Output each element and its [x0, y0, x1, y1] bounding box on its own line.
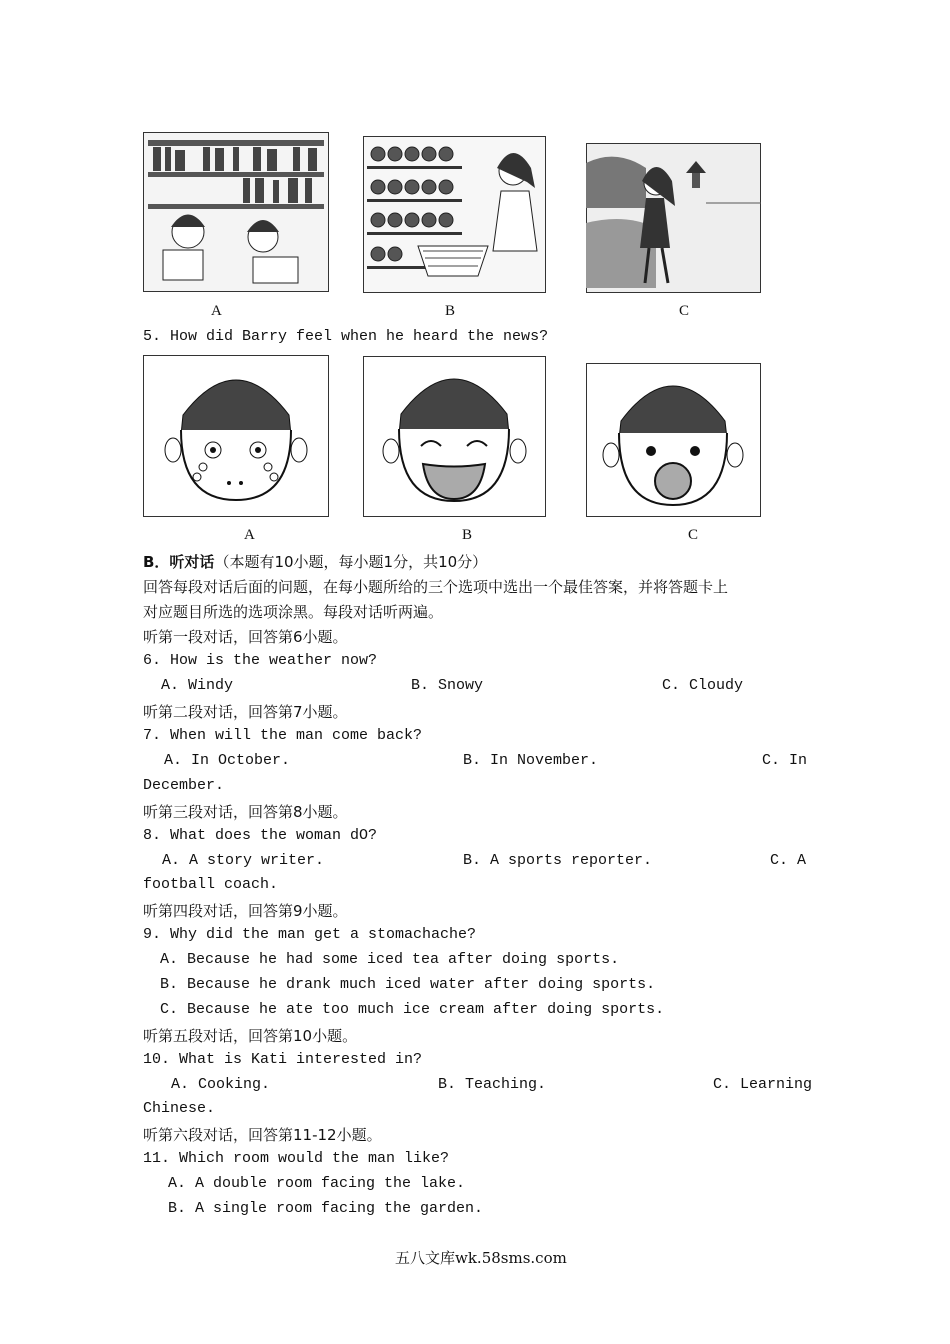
section-b-title: B．听对话 [143, 553, 215, 571]
q10-question: 10. What is Kati interested in? [143, 1051, 423, 1068]
q9-option-b: B. Because he drank much iced water after doing sports. [160, 976, 656, 993]
q8-option-a: A. A story writer. [162, 852, 325, 869]
q11-option-b: B. A single room facing the garden. [168, 1200, 484, 1217]
q4-caption-a: A [211, 303, 222, 319]
q8-option-c: C. A [770, 852, 807, 869]
q6-option-a: A. Windy [161, 677, 234, 694]
q7-option-a: A. In October. [164, 752, 291, 769]
dialogue-2-prompt: 听第二段对话，回答第7小题。 [143, 703, 348, 721]
q8-option-c-cont: football coach. [143, 876, 279, 893]
section-b-instruction-2: 对应题目所选的选项涂黑。每段对话听两遍。 [143, 603, 444, 621]
q4-caption-b: B [445, 303, 456, 319]
q9-option-a: A. Because he had some iced tea after doing sports. [160, 951, 620, 968]
image-a-library [143, 132, 329, 292]
section-b-instruction-1: 回答每段对话后面的问题，在每小题所给的三个选项中选出一个最佳答案，并将答题卡上 [143, 578, 729, 596]
face-a-crying [143, 355, 329, 517]
q7-option-c: C. In [762, 752, 808, 769]
dialogue-5-prompt: 听第五段对话，回答第10小题。 [143, 1027, 358, 1045]
q6-option-c: C. Cloudy [662, 677, 744, 694]
dialogue-4-prompt: 听第四段对话，回答第9小题。 [143, 902, 348, 920]
q11-question: 11. Which room would the man like? [143, 1150, 450, 1167]
q7-option-b: B. In November. [463, 752, 599, 769]
dialogue-3-prompt: 听第三段对话，回答第8小题。 [143, 803, 348, 821]
q9-question: 9. Why did the man get a stomachache? [143, 926, 477, 943]
face-c-surprised [586, 363, 761, 517]
q10-option-c: C. Learning [713, 1076, 813, 1093]
q11-option-a: A. A double room facing the lake. [168, 1175, 466, 1192]
q6-question: 6. How is the weather now? [143, 652, 378, 669]
image-c-park [586, 143, 761, 293]
q6-option-b: B. Snowy [411, 677, 484, 694]
q10-option-a: A. Cooking. [171, 1076, 271, 1093]
q7-question: 7. When will the man come back? [143, 727, 423, 744]
face-b-laughing [363, 356, 546, 517]
q10-option-c-cont: Chinese. [143, 1100, 216, 1117]
section-b-note: （本题有10小题，每小题1分，共10分） [214, 553, 488, 571]
page-footer: 五八文库wk.58sms.com [395, 1249, 567, 1267]
q10-option-b: B. Teaching. [438, 1076, 547, 1093]
dialogue-6-prompt: 听第六段对话，回答第11-12小题。 [143, 1126, 382, 1144]
q8-option-b: B. A sports reporter. [463, 852, 653, 869]
q7-option-c-cont: December. [143, 777, 225, 794]
q5-caption-a: A [244, 527, 255, 543]
q4-caption-c: C [679, 303, 690, 319]
q5-caption-c: C [688, 527, 699, 543]
section-b-heading [143, 551, 487, 572]
dialogue-1-prompt: 听第一段对话，回答第6小题。 [143, 628, 348, 646]
q8-question: 8. What does the woman dO? [143, 827, 378, 844]
image-b-supermarket [363, 136, 546, 293]
q5-question: 5. How did Barry feel when he heard the news? [143, 328, 549, 345]
q5-caption-b: B [462, 527, 473, 543]
q9-option-c: C. Because he ate too much ice cream after doing sports. [160, 1001, 665, 1018]
